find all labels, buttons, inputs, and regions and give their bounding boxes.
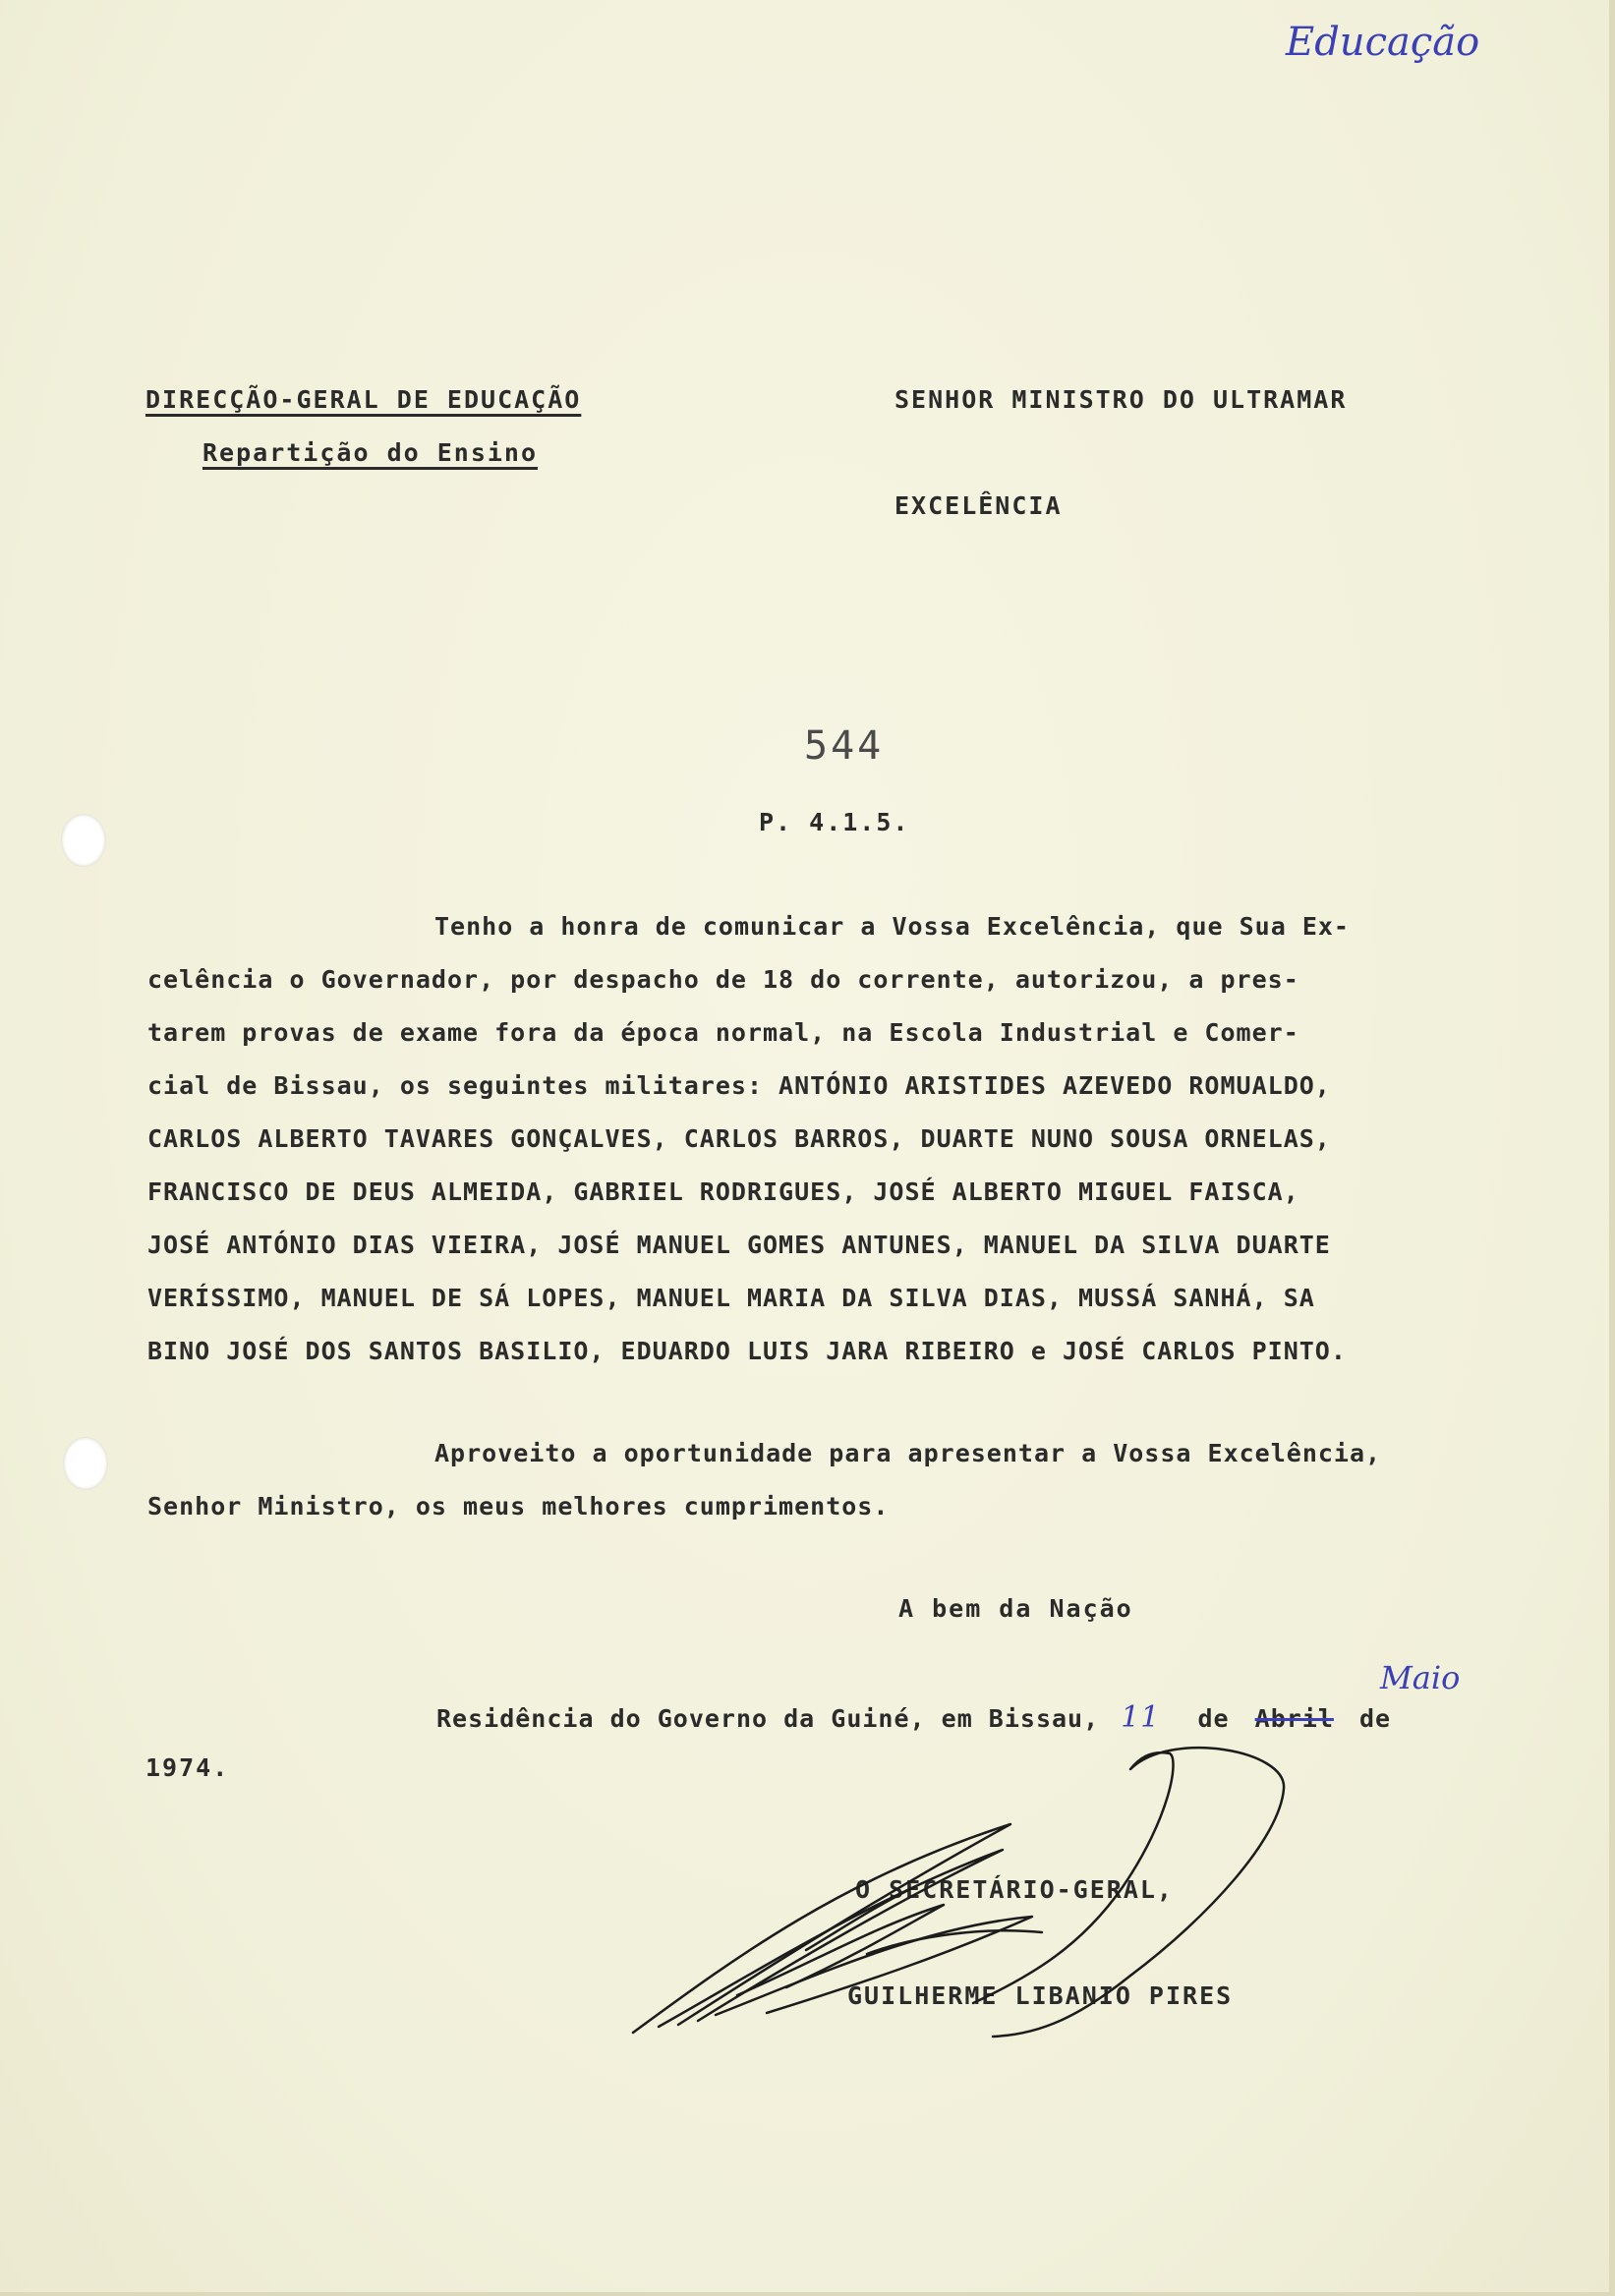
stamp-number: 544 bbox=[804, 723, 885, 769]
recipient: SENHOR MINISTRO DO ULTRAMAR bbox=[894, 385, 1348, 414]
date-de: de bbox=[1197, 1704, 1230, 1733]
salutation: EXCELÊNCIA bbox=[894, 491, 1063, 520]
struck-month: Abril bbox=[1254, 1704, 1334, 1733]
body-line: CARLOS ALBERTO TAVARES GONÇALVES, CARLOS BARROS, DUARTE NUNO SOUSA ORNELAS, bbox=[147, 1124, 1331, 1153]
place-text: Residência do Governo da Guiné, em Bissau, bbox=[436, 1704, 1100, 1733]
body-line: celência o Governador, por despacho de 18 do corrente, autorizou, a pres- bbox=[147, 965, 1299, 994]
handwritten-signature bbox=[619, 1730, 1307, 2054]
body-line: BINO JOSÉ DOS SANTOS BASILIO, EDUARDO LUIS JARA RIBEIRO e JOSÉ CARLOS PINTO. bbox=[147, 1337, 1347, 1365]
body-line: JOSÉ ANTÓNIO DIAS VIEIRA, JOSÉ MANUEL GOMES ANTUNES, MANUEL DA SILVA DUARTE bbox=[147, 1231, 1331, 1259]
closing-formula: A bem da Nação bbox=[898, 1594, 1133, 1623]
body-paragraph-2 bbox=[147, 1427, 1583, 1533]
paper-edge-bottom bbox=[0, 2292, 1615, 2296]
month-handwritten: Maio bbox=[1380, 1659, 1461, 1696]
department-title: DIRECÇÃO-GERAL DE EDUCAÇÃO bbox=[145, 385, 582, 414]
punch-hole bbox=[63, 1437, 108, 1490]
year: 1974. bbox=[145, 1753, 230, 1782]
body-line: cial de Bissau, os seguintes militares: ANTÓNIO ARISTIDES AZEVEDO ROMUALDO, bbox=[147, 1071, 1331, 1100]
date-de: de bbox=[1358, 1704, 1392, 1733]
body-line: VERÍSSIMO, MANUEL DE SÁ LOPES, MANUEL MARIA DA SILVA DIAS, MUSSÁ SANHÁ, SA bbox=[147, 1284, 1315, 1312]
body-paragraph-1 bbox=[147, 900, 1583, 1378]
body-line: FRANCISCO DE DEUS ALMEIDA, GABRIEL RODRIGUES, JOSÉ ALBERTO MIGUEL FAISCA, bbox=[147, 1177, 1299, 1206]
body-line: Senhor Ministro, os meus melhores cumprimentos. bbox=[147, 1492, 890, 1521]
body-line: tarem provas de exame fora da época normal, na Escola Industrial e Comer- bbox=[147, 1018, 1299, 1047]
signatory-title: O SECRETÁRIO-GERAL, bbox=[855, 1875, 1174, 1904]
day-handwritten: 11 bbox=[1121, 1700, 1161, 1735]
punch-hole bbox=[61, 814, 106, 867]
reference-code: P. 4.1.5. bbox=[759, 808, 910, 836]
paper-edge bbox=[1609, 0, 1615, 2296]
body-line: Tenho a honra de comunicar a Vossa Excelência, que Sua Ex- bbox=[434, 912, 1350, 941]
department-subtitle: Repartição do Ensino bbox=[202, 438, 539, 467]
body-line: Aproveito a oportunidade para apresentar a Vossa Excelência, bbox=[434, 1439, 1382, 1467]
signatory-name: GUILHERME LIBANIO PIRES bbox=[847, 1981, 1234, 2010]
handwritten-annotation: Educação bbox=[1286, 20, 1480, 65]
